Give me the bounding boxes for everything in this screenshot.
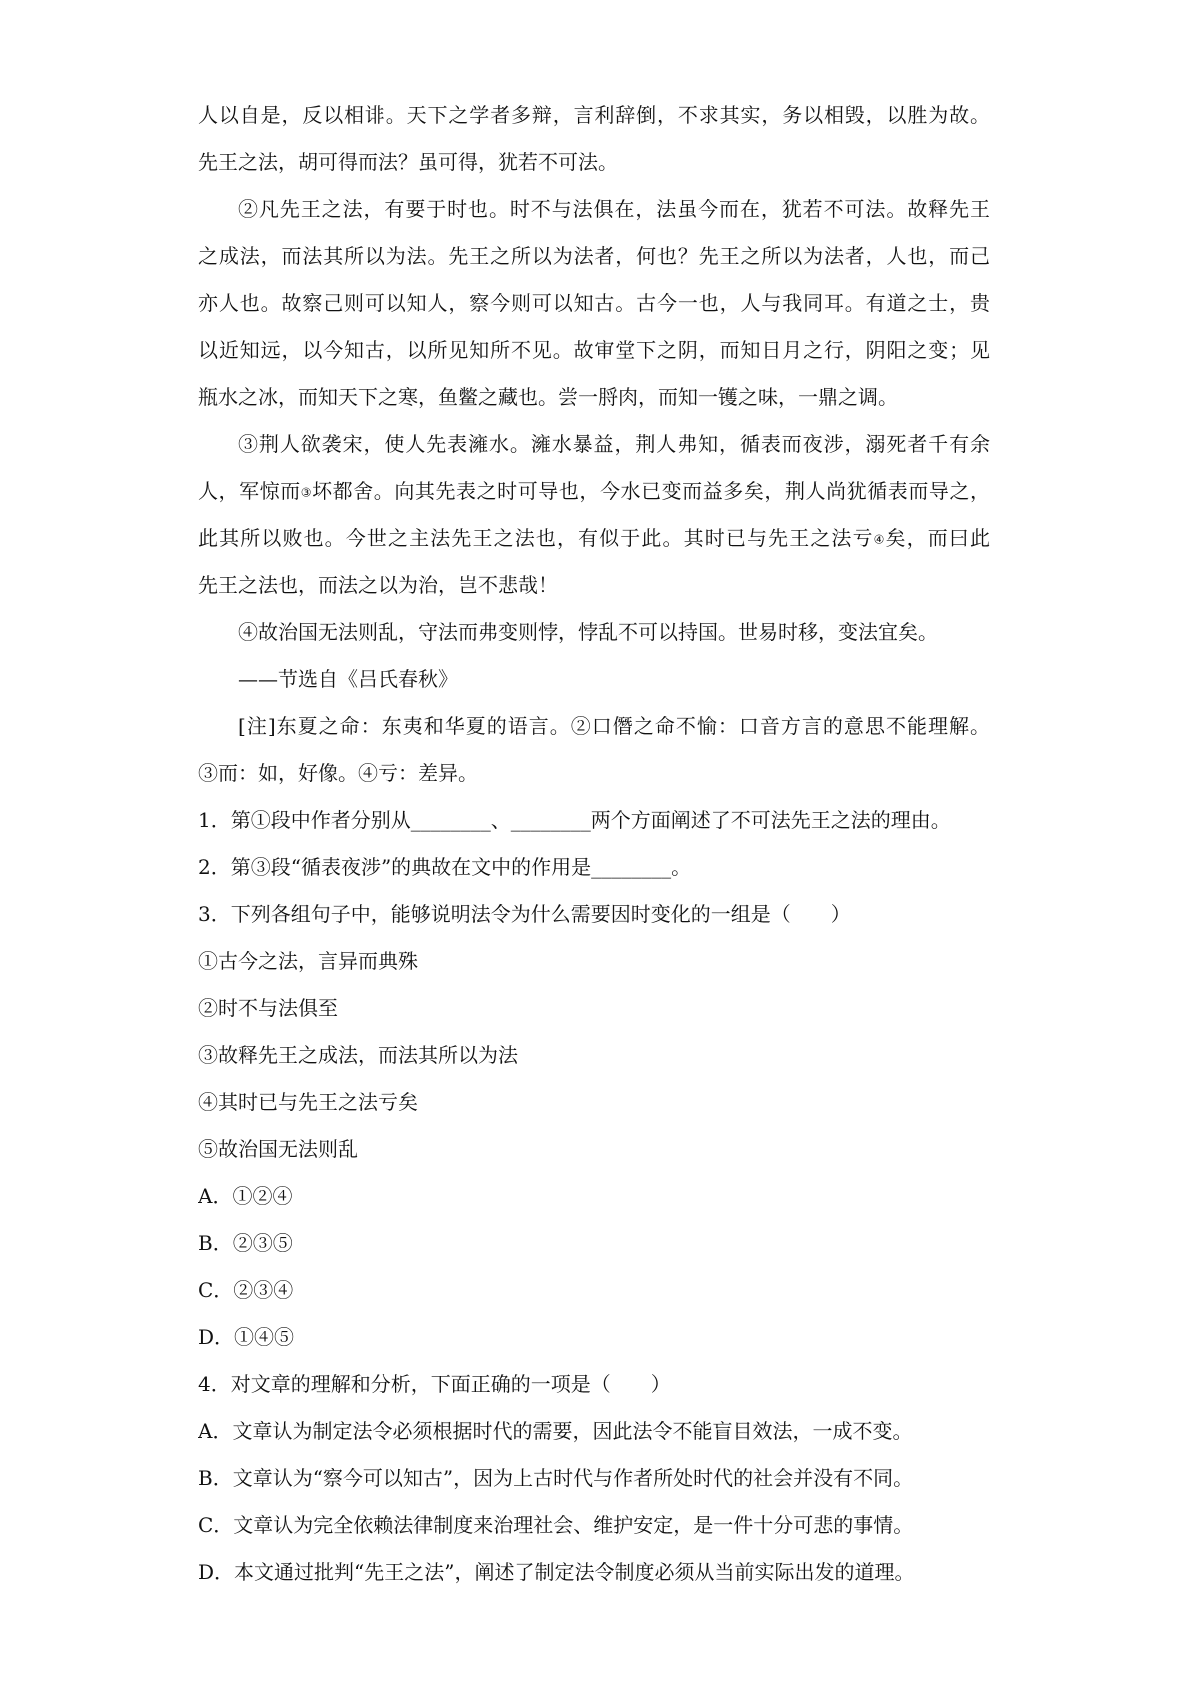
passage-line: 先王之法，胡可得而法？虽可得，犹若不可法。: [198, 150, 618, 174]
source-citation: ——节选自《吕氏春秋》: [238, 667, 458, 691]
statement-item: ②时不与法俱至: [198, 996, 338, 1020]
statement-item: ③故释先王之成法，而法其所以为法: [198, 1043, 518, 1067]
footnote-marker: ③: [300, 485, 313, 500]
question-4-option-a: A．文章认为制定法令必须根据时代的需要，因此法令不能盲目效法，一成不变。: [198, 1419, 913, 1443]
passage-line: 先王之法也，而法之以为治，岂不悲哉！: [198, 573, 558, 597]
statement-item: ⑤故治国无法则乱: [198, 1137, 358, 1161]
question-4-stem: 4．对文章的理解和分析，下面正确的一项是（ ）: [198, 1372, 671, 1396]
passage-text: 矣，而曰此: [885, 526, 990, 550]
passage-line: 之成法，而法其所以为法。先王之所以为法者，何也？先王之所以为法者，人也，而己: [198, 244, 990, 268]
question-1: 1．第①段中作者分别从________、________两个方面阐述了不可法先王之法的理由。: [198, 808, 951, 832]
footnote-line: [注]东夏之命：东夷和华夏的语言。②口僭之命不愉：口音方言的意思不能理解。: [238, 714, 990, 738]
passage-line: [198, 515, 990, 562]
question-2: 2．第③段“循表夜涉”的典故在文中的作用是________。: [198, 855, 692, 879]
statement-item: ①古今之法，言异而典殊: [198, 949, 418, 973]
question-3-option-c: C．②③④: [198, 1278, 294, 1302]
passage-line: 以近知远，以今知古，以所见知所不见。故审堂下之阴，而知日月之行，阴阳之变；见: [198, 338, 990, 362]
passage-text: 坏都舍。向其先表之时可导也，今水已变而益多矣，荆人尚犹循表而导之，: [312, 479, 990, 503]
question-3-option-d: D．①④⑤: [198, 1325, 295, 1349]
page-content: [198, 92, 990, 1596]
passage-line: [198, 468, 990, 515]
passage-line: ④故治国无法则乱，守法而弗变则悖，悖乱不可以持国。世易时移，变法宜矣。: [238, 620, 938, 644]
passage-line: ③荆人欲袭宋，使人先表澭水。澭水暴益，荆人弗知，循表而夜涉，溺死者千有余: [238, 432, 990, 456]
question-3-option-b: B．②③⑤: [198, 1231, 293, 1255]
question-4-option-d: D．本文通过批判“先王之法”，阐述了制定法令制度必须从当前实际出发的道理。: [198, 1560, 915, 1584]
question-3-stem: 3．下列各组句子中，能够说明法令为什么需要因时变化的一组是（ ）: [198, 902, 851, 926]
passage-line: 人以自是，反以相诽。天下之学者多辩，言利辞倒，不求其实，务以相毁，以胜为故。: [198, 103, 990, 127]
question-4-option-c: C．文章认为完全依赖法律制度来治理社会、维护安定，是一件十分可悲的事情。: [198, 1513, 914, 1537]
passage-line: ②凡先王之法，有要于时也。时不与法俱在，法虽今而在，犹若不可法。故释先王: [238, 197, 990, 221]
passage-line: 瓶水之冰，而知天下之寒，鱼鳖之藏也。尝一脟肉，而知一镬之味，一鼎之调。: [198, 385, 898, 409]
passage-line: 亦人也。故察己则可以知人，察今则可以知古。古今一也，人与我同耳。有道之士，贵: [198, 291, 990, 315]
passage-text: 此其所以败也。今世之主法先王之法也，有似于此。其时已与先王之法亏: [198, 526, 874, 550]
question-4-option-b: B．文章认为“察今可以知古”，因为上古时代与作者所处时代的社会并没有不同。: [198, 1466, 914, 1490]
passage-text: 人，军惊而: [198, 479, 301, 503]
footnote-marker: ④: [873, 532, 886, 547]
question-3-option-a: A．①②④: [198, 1184, 293, 1208]
statement-item: ④其时已与先王之法亏矣: [198, 1090, 418, 1114]
footnote-line: ③而：如，好像。④亏：差异。: [198, 761, 478, 785]
